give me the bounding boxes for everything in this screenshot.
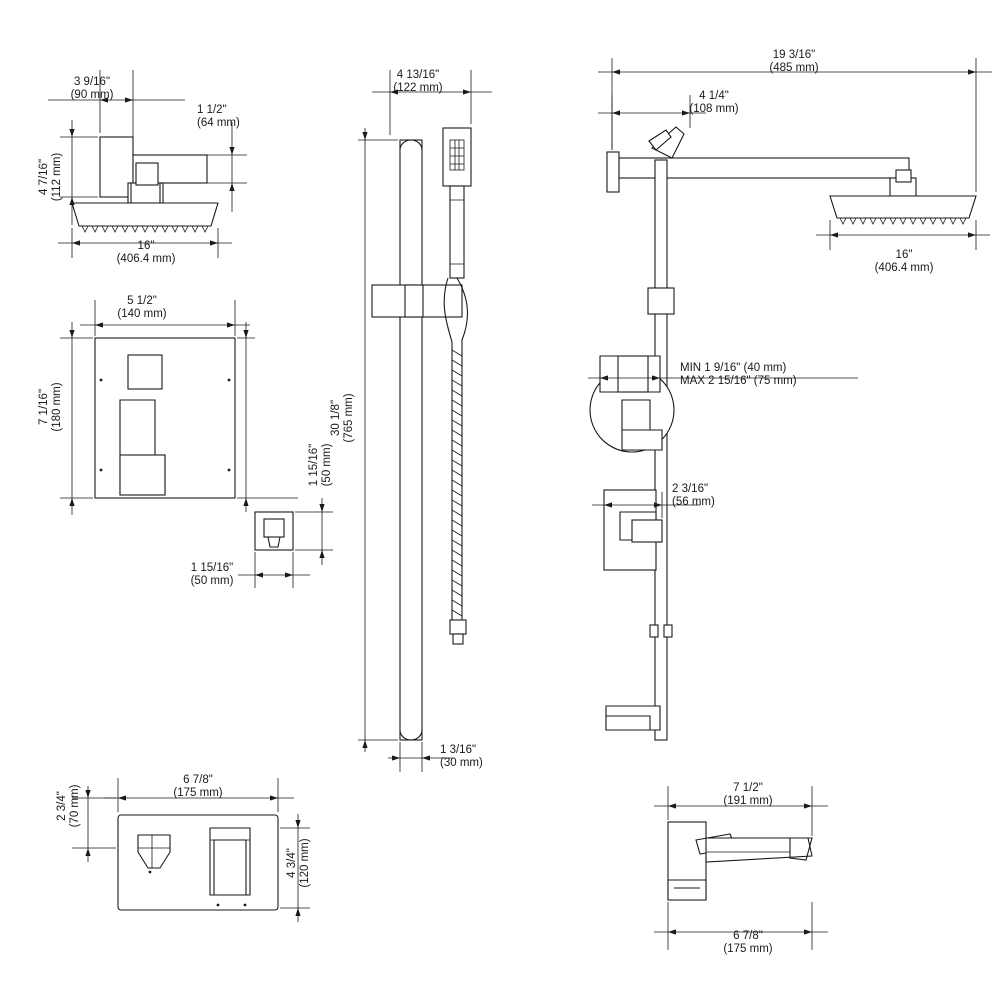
- dim-bar-length: 30 1/8" (765 mm): [330, 393, 355, 443]
- view-wall-faucet-side: [654, 786, 828, 950]
- dim-button-height: 1 15/16" (50 mm): [308, 443, 333, 487]
- dim-bar-depth: 1 3/16" (30 mm): [440, 744, 483, 769]
- dim-faucet-plate-width: 6 7/8" (175 mm): [173, 774, 223, 799]
- dim-trim-height: 7 1/16" (180 mm): [38, 382, 63, 432]
- dim-spout-reach: 7 1/2" (191 mm): [723, 782, 773, 807]
- dim-arm-height: 1 1/2" (64 mm): [197, 104, 240, 129]
- dim-handle-minmax: MIN 1 9/16" (40 mm) MAX 2 15/16" (75 mm): [680, 362, 797, 387]
- dim-arm-width: 3 9/16" (90 mm): [70, 76, 114, 101]
- dim-button-width: 1 15/16" (50 mm): [190, 562, 234, 587]
- dim-arm-offset: 4 1/4" (108 mm): [689, 90, 739, 115]
- dim-system-width: 19 3/16" (485 mm): [769, 49, 819, 74]
- dim-head-width-1: 16" (406.4 mm): [116, 240, 176, 265]
- view-valve-trim: [60, 300, 333, 588]
- dim-faucet-side-width: 6 7/8" (175 mm): [723, 930, 773, 955]
- dim-diverter-projection: 2 3/16" (56 mm): [672, 483, 715, 508]
- dim-head-width-2: 16" (406.4 mm): [874, 249, 934, 274]
- view-slide-bar: [358, 70, 492, 772]
- dim-trim-width: 5 1/2" (140 mm): [117, 295, 167, 320]
- dim-faucet-plate-height: 4 3/4" (120 mm): [286, 838, 311, 888]
- dim-handshower-width: 4 13/16" (122 mm): [393, 69, 443, 94]
- dim-wall-plate-height: 4 7/16" (112 mm): [38, 152, 63, 202]
- dim-faucet-plate-top: 2 3/4" (70 mm): [56, 784, 81, 828]
- view-full-system: [588, 58, 992, 740]
